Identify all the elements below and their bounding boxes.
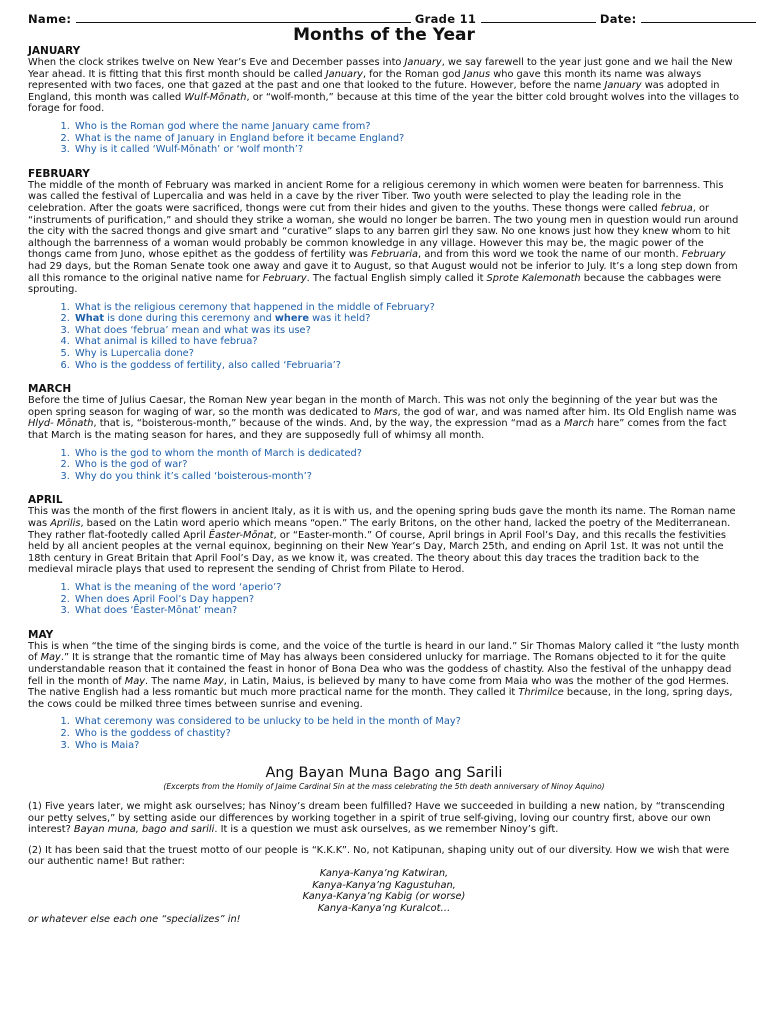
question-list-may bbox=[28, 716, 740, 751]
worksheet-page bbox=[28, 12, 740, 926]
essay-closing: or whatever else each one “specializes” in! bbox=[28, 914, 241, 926]
date-label: Date: bbox=[599, 12, 637, 26]
date-blank[interactable] bbox=[641, 12, 756, 23]
name-label: Name: bbox=[28, 12, 72, 26]
verse-line: Kanya-Kanya’ng Katwiran, bbox=[319, 868, 449, 880]
header-line bbox=[28, 12, 740, 26]
essay-paragraph-1: (1) Five years later, we might ask ourselves; has Ninoy’s dream been fulfilled? Have we succeeded in building a new nation, by “transcending our petty selves,” by setting aside our differences by working together in a spirit of true self-giving, loving our country first, above our own interest? Bayan muna, bago and sarili. It is a question we must ask ourselves, as we remember Ninoy’s gift. bbox=[28, 801, 725, 836]
grade-blank[interactable] bbox=[481, 12, 596, 23]
section-title-march: MARCH bbox=[28, 383, 72, 396]
question-item: 1. Who is the Roman god where the name January came from? bbox=[73, 121, 740, 133]
section-title-february: FEBRUARY bbox=[28, 167, 90, 180]
question-item: 2. When does April Fool’s Day happen? bbox=[73, 594, 740, 606]
question-list-january bbox=[28, 121, 740, 156]
section-title-april: APRIL bbox=[28, 494, 63, 507]
section-title-may: MAY bbox=[28, 628, 54, 641]
paragraph-may: This is when “the time of the singing birds is come, and the voice of the turtle is heard in our land.” Sir Thomas Malory called it “the lusty month of May.” It is strange that the romantic time of May has always been considered unlucky for marriage. The Romans objected to it for the quite understandable reason that it contained the feast in honor of Bona Dea who was the goddess of chastity. Also the festival of the unhappy dead fell in the month of May. The name May, in Latin, Maius, is believed by many to have come from Maia who was the mother of the god Hermes. The native English had a less romantic but much more practical name for the month. They called it Thrimilce because, in the long, spring days, the cows could be milked three times between sunrise and evening. bbox=[28, 640, 740, 710]
verse-line: Kanya-Kanya’ng Kuralcot… bbox=[317, 902, 451, 914]
name-blank[interactable] bbox=[76, 12, 411, 23]
question-item: 2. What is done during this ceremony and where was it held? bbox=[73, 313, 740, 325]
essay-paragraph-2: (2) It has been said that the truest motto of our people is “K.K.K”. No, not Katipunan, shaping unity out of our diversity. How we wish that were our authentic name! But rather: bbox=[28, 844, 730, 868]
essay-title: Ang Bayan Muna Bago ang Sarili bbox=[265, 765, 503, 782]
question-item: 2. Who is the god of war? bbox=[73, 459, 740, 471]
question-item: 1. What ceremony was considered to be unlucky to be held in the month of May? bbox=[73, 716, 740, 728]
question-item: 3. Who is Maia? bbox=[73, 740, 740, 752]
question-list-march bbox=[28, 448, 740, 483]
question-item: 3. What does ‘Ēaster-Mōnat’ mean? bbox=[73, 605, 740, 617]
question-list-april bbox=[28, 582, 740, 617]
essay-subtitle: (Excerpts from the Homily of Jaime Cardinal Sin at the mass celebrating the 5th death anniversary of Ninoy Aquino) bbox=[163, 782, 605, 792]
paragraph-march: Before the time of Julius Caesar, the Roman New year began in the month of March. This was not only the beginning of the year but was the open spring season for waging of war, so the month was dedicated to Mars, the god of war, and was named after him. Its Old English name was Hlyd- Mōnath, that is, “boisterous-month,” because of the winds. And, by the way, the expression “mad as a March hare” comes from the fact that March is the mating season for hares, and they are supposedly full of whimsy all month. bbox=[28, 395, 737, 442]
question-item: 5. Why is Lupercalia done? bbox=[73, 348, 740, 360]
verse-line: Kanya-Kanya’ng Kagustuhan, bbox=[312, 879, 456, 891]
question-item: 1. Who is the god to whom the month of March is dedicated? bbox=[73, 448, 740, 460]
question-item: 1. What is the religious ceremony that happened in the middle of February? bbox=[73, 302, 740, 314]
paragraph-april: This was the month of the first flowers in ancient Italy, as it is with us, and the opening spring buds gave the month its name. The Roman name was Aprilis, based on the Latin word aperio which means “open.” The early Britons, on the other hand, lacked the poetry of the Mediterranean. They rather flat-footedly called April Ēaster-Mōnat, or “Easter-month.” Of course, April brings in April Fool’s Day, and this recalls the festivities held by all ancient peoples at the vernal equinox, beginning on their New Year’s Day, March 25th, and ending on April 1st. It was not until the 18th century in Great Britain that April Fool’s Day, as we know it, was created. The theory about this day traces the tradition back to the medieval miracle plays that used to represent the sending of Christ from Pilate to Herod. bbox=[28, 506, 736, 576]
question-item: 2. What is the name of January in England before it became England? bbox=[73, 133, 740, 145]
question-item: 2. Who is the goddess of chastity? bbox=[73, 728, 740, 740]
verse-line: Kanya-Kanya’ng Kabig (or worse) bbox=[302, 891, 466, 903]
question-item: 3. Why is it called ‘Wulf-Mōnath’ or ‘wolf month’? bbox=[73, 144, 740, 156]
question-item: 4. What animal is killed to have februa? bbox=[73, 336, 740, 348]
grade-label: Grade 11 bbox=[414, 12, 477, 26]
question-item: 3. What does ‘februa’ mean and what was its use? bbox=[73, 325, 740, 337]
section-title-january: JANUARY bbox=[28, 45, 81, 57]
question-item: 1. What is the meaning of the word ‘aperio’? bbox=[73, 582, 740, 594]
page-title: Months of the Year bbox=[293, 25, 475, 45]
paragraph-february: The middle of the month of February was marked in ancient Rome for a religious ceremony in which women were beaten for barrenness. This was called the festival of Lupercalia and was held in a cave by the river Tiber. Two youth were selected to play the leading role in the celebration. After the goats were sacrificed, thongs were cut from their hides and given to the youths. These thongs were called februa, or “instruments of purification,” and should they strike a woman, she would no longer be barren. The two young men in question would run around the city with the sacred thongs and give smart and “curative” slaps to any barren girl they saw. No one knows just how they knew whom to hit although the barrenness of a woman would probably be common knowledge in any village. However this may be, the magic power of the thongs came from Juno, whose epithet as the goddess of fertility was Februaria, and from this word we took the name of our month. February had 29 days, but the Roman Senate took one away and gave it to August, so that August would not be inferior to July. It’s a long step down from all this romance to the original native name for February. The factual English simply called it Sprote Kalemonath because the cabbages were sprouting. bbox=[28, 179, 739, 296]
paragraph-january: When the clock strikes twelve on New Year’s Eve and December passes into January, we say farewell to the year just gone and we hail the New Year ahead. It is fitting that this first month should be called January, for the Roman god Janus who gave this month its name was always represented with two faces, one that gazed at the past and one that looked to the future. However, before the name January was adopted in England, this month was called Wulf-Mōnath, or “wolf-month,” because at this time of the year the bitter cold brought wolves into the villages to forage for food. bbox=[28, 57, 740, 115]
question-list-february bbox=[28, 302, 740, 372]
question-item: 3. Why do you think it’s called ‘boisterous-month’? bbox=[73, 471, 740, 483]
question-item: 6. Who is the goddess of fertility, also called ‘Februaria’? bbox=[73, 360, 740, 372]
